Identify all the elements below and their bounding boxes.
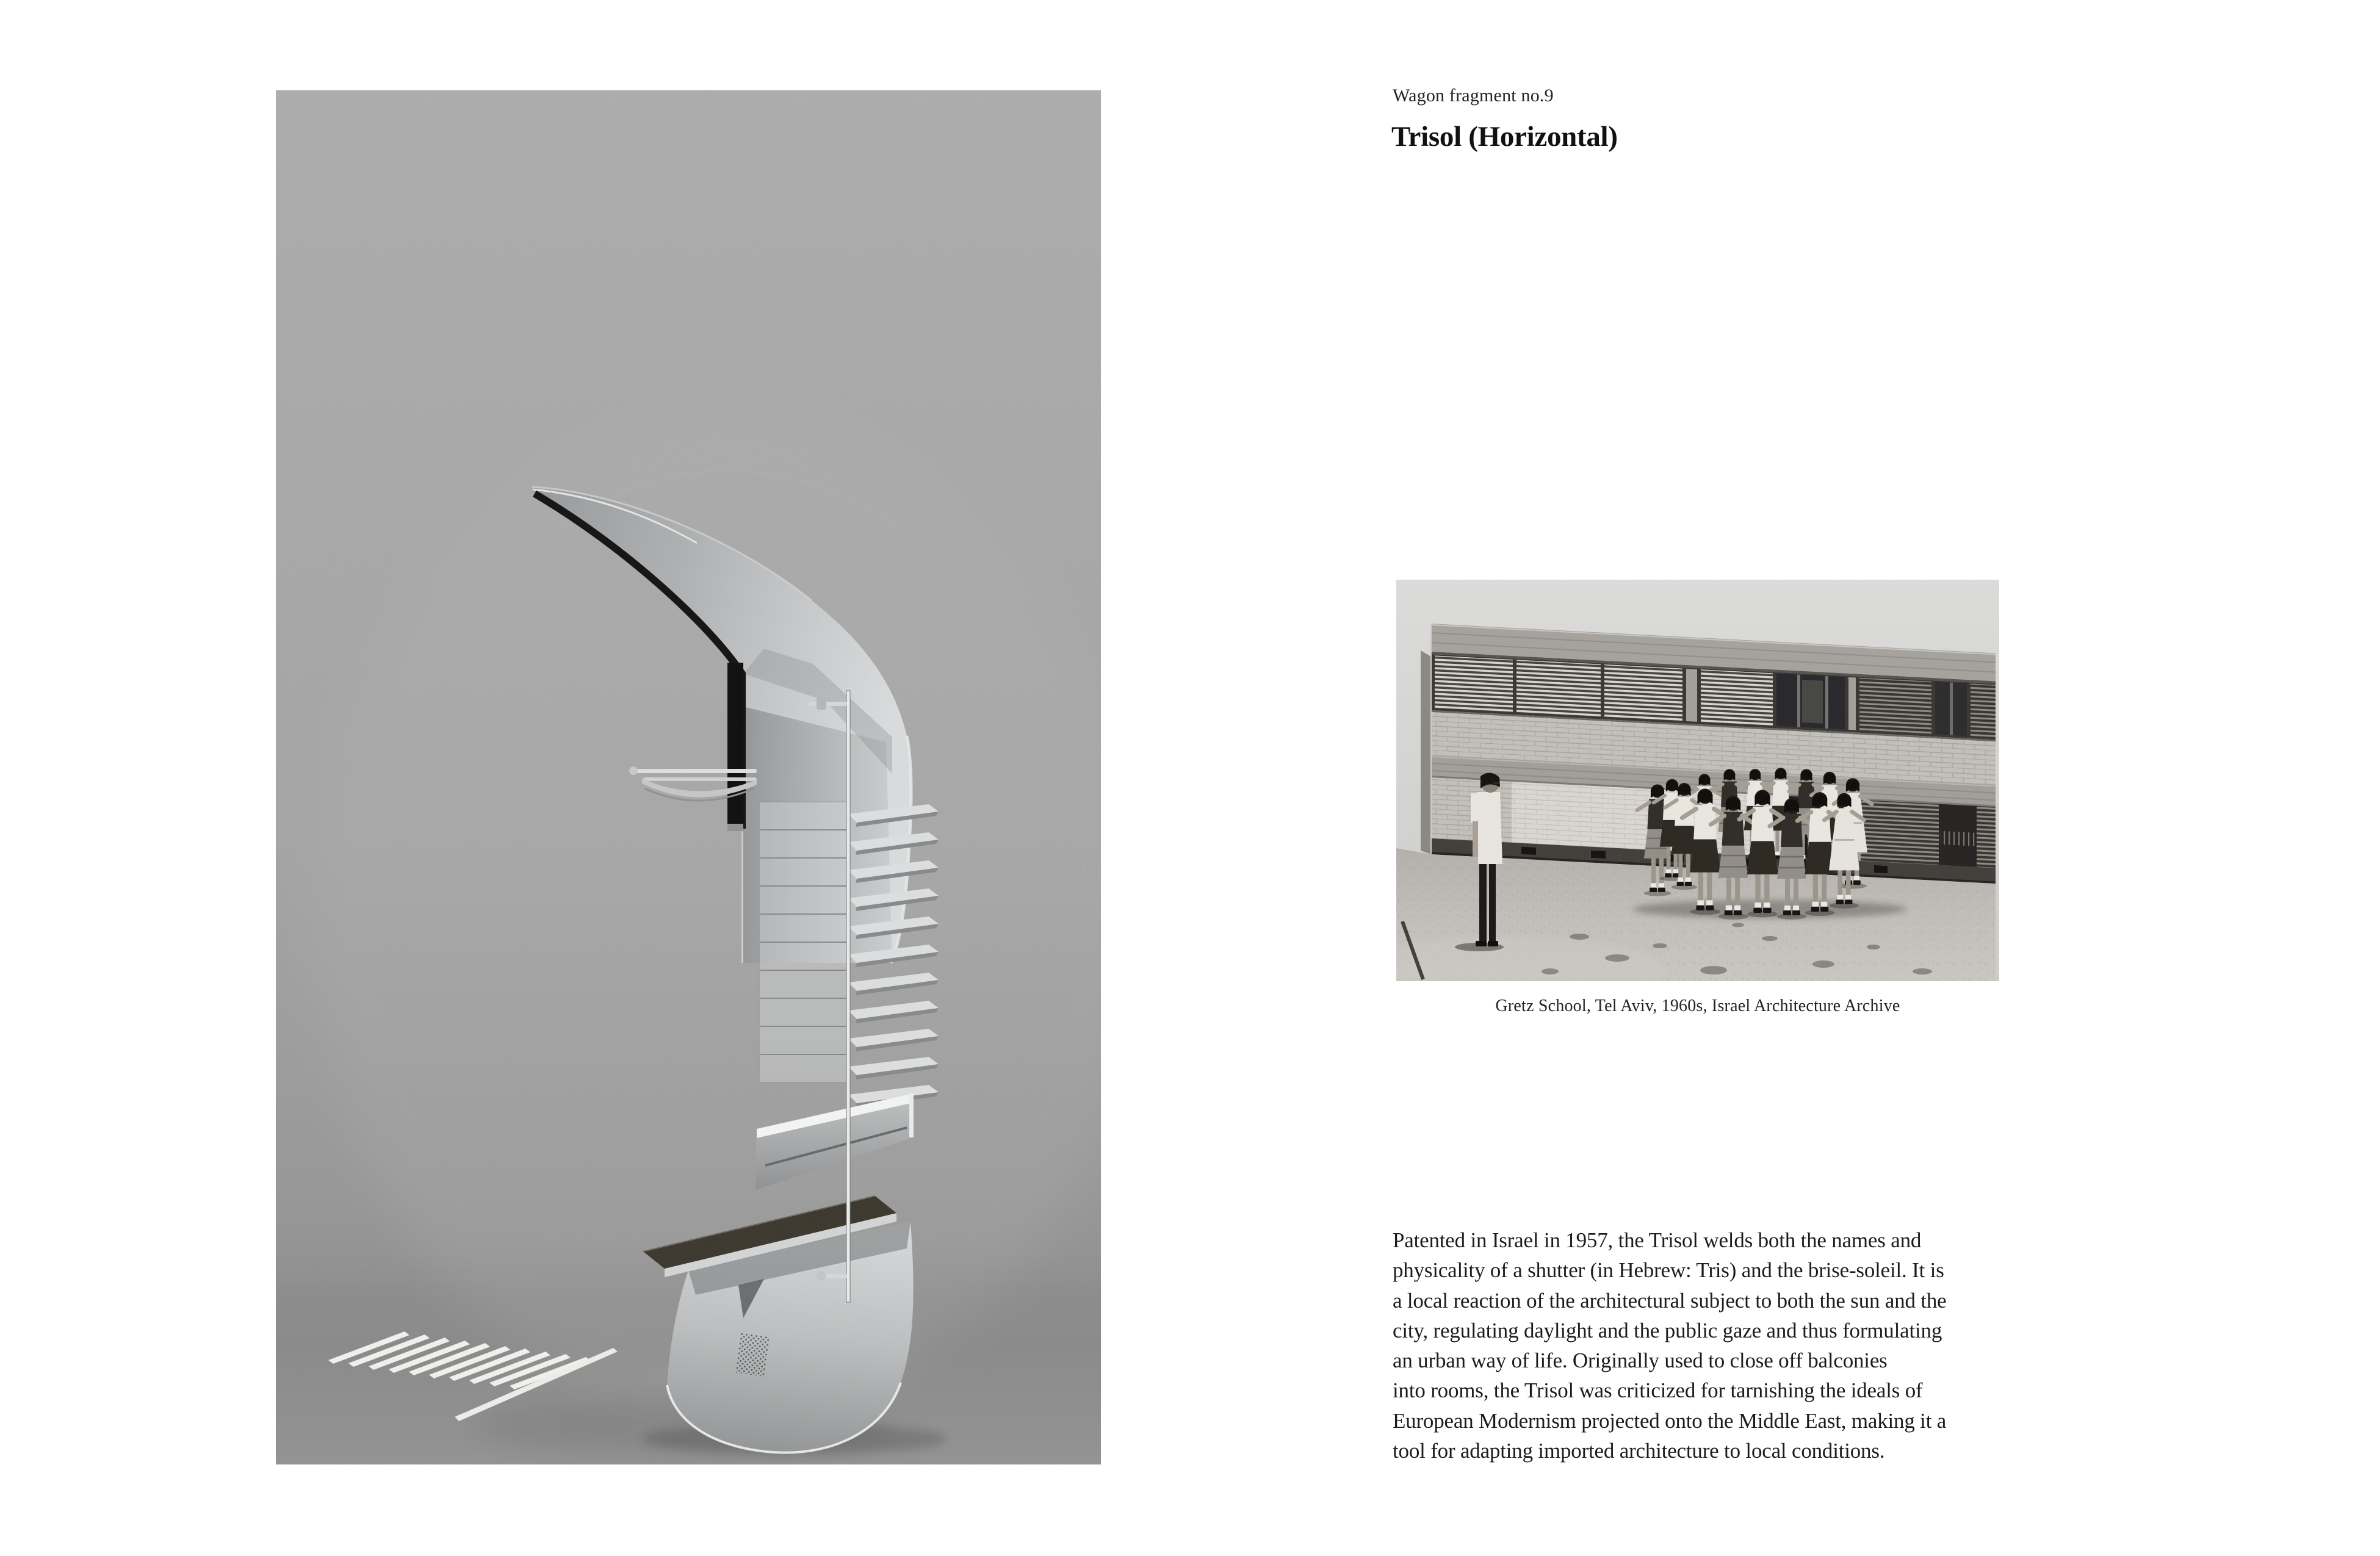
school-photo-image — [1396, 580, 1999, 981]
body-line: tool for adapting imported architecture to local conditions. — [1393, 1439, 1885, 1463]
body-line: European Modernism projected onto the Middle East, making it a — [1393, 1408, 1947, 1433]
film-grain-overlay — [276, 90, 1101, 1464]
fragment-label: Wagon fragment no.9 — [1393, 85, 1554, 106]
body-line: into rooms, the Trisol was criticized for tarnishing the ideals of — [1393, 1378, 1923, 1403]
body-line: Patented in Israel in 1957, the Trisol welds both the names and — [1393, 1228, 1922, 1252]
model-render-figure — [276, 90, 1101, 1464]
page-title: Trisol (Horizontal) — [1391, 121, 1618, 153]
school-photo-figure — [1396, 580, 1999, 1017]
body-text — [1393, 1225, 1947, 1466]
body-line: physicality of a shutter (in Hebrew: Tris) and the brise-soleil. It is — [1393, 1258, 1944, 1283]
body-line: city, regulating daylight and the public gaze and thus formulating — [1393, 1318, 1942, 1342]
photo-grain-overlay — [1396, 580, 1999, 981]
body-line: an urban way of life. Originally used to close off balconies — [1393, 1349, 1888, 1373]
model-render-image — [276, 90, 1101, 1464]
body-line: a local reaction of the architectural subject to both the sun and the — [1393, 1288, 1947, 1313]
photo-caption: Gretz School, Tel Aviv, 1960s, Israel Architecture Archive — [1495, 996, 1900, 1015]
